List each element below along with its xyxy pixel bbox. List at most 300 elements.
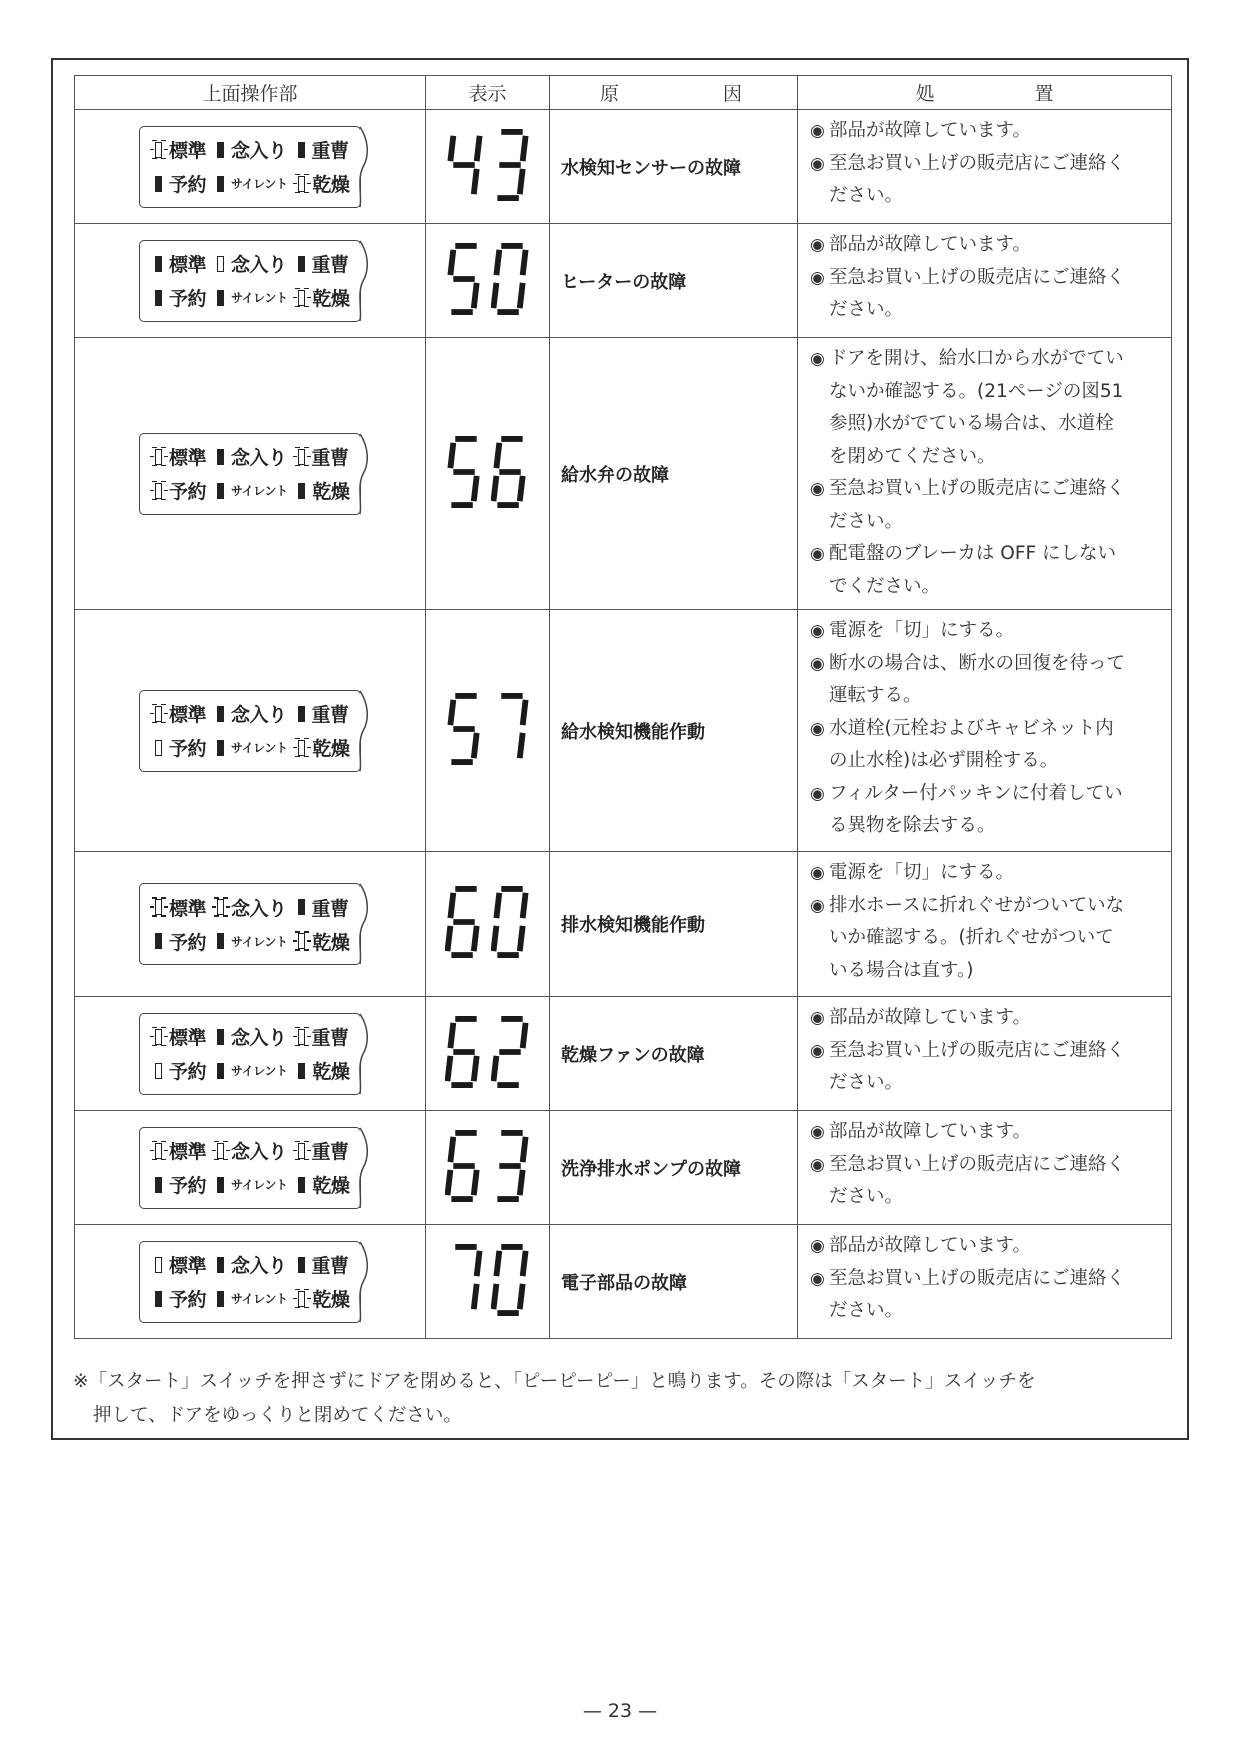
panel-indicator (212, 443, 287, 470)
panel-indicator (150, 284, 206, 311)
panel-row (150, 1054, 360, 1088)
panel-indicator-label: 乾燥 (312, 288, 350, 310)
error-code-display (426, 852, 550, 997)
error-cause: ヒーターの故障 (550, 224, 798, 338)
table-row (75, 338, 1172, 610)
panel-indicator (212, 1288, 287, 1310)
lamp-lit-icon (212, 287, 230, 309)
remedy-text (829, 538, 1116, 603)
panel-indicator (293, 1023, 349, 1050)
panel-indicator-label: 標準 (169, 1027, 207, 1049)
panel-indicator (293, 734, 349, 761)
control-panel-diagram (139, 883, 361, 965)
panel-row (150, 1134, 360, 1168)
segment-c (473, 1055, 476, 1080)
remedy-line: 部品が故障しています。 (829, 234, 1032, 255)
segment-c (519, 926, 522, 951)
header-remedy-char-1: 処 (915, 83, 935, 105)
control-panel-diagram (139, 433, 361, 515)
lamp-lit-icon (150, 287, 168, 309)
panel-indicator (212, 480, 287, 502)
segment-e (493, 1283, 496, 1308)
remedy-line: の止水栓)は必ず開栓する。 (829, 750, 1059, 771)
remedy-item (810, 229, 1163, 262)
control-panel-diagram (139, 1127, 361, 1209)
segment-digit (491, 692, 531, 766)
remedy-text (829, 148, 1125, 213)
panel-indicator (293, 443, 349, 470)
bullet-icon: ◉ (810, 1154, 825, 1175)
panel-indicator (293, 700, 349, 727)
panel-row (150, 924, 360, 958)
segment-c (473, 475, 476, 500)
panel-indicator (212, 250, 287, 277)
remedy-text (829, 343, 1124, 473)
segment-e (493, 1055, 496, 1080)
table-row (75, 997, 1172, 1111)
panel-indicator-label: 重曹 (311, 1141, 349, 1163)
control-panel-diagram (139, 126, 361, 208)
panel-indicator (150, 700, 206, 727)
panel-indicator (293, 477, 349, 504)
panel-indicator-label: 重曹 (311, 1255, 349, 1277)
error-code-display (426, 1225, 550, 1339)
segment-digit (445, 1015, 485, 1089)
table-row (75, 224, 1172, 338)
error-cause: 排水検知機能作動 (550, 852, 798, 997)
table-row (75, 1111, 1172, 1225)
segment-f (450, 442, 453, 467)
panel-indicator (212, 1174, 287, 1196)
lamp-blinking-icon (150, 1026, 168, 1048)
panel-indicator-label: 念入り (231, 1027, 287, 1049)
panel-indicator (212, 1251, 287, 1278)
panel-indicator (212, 1060, 287, 1082)
remedy-line: 部品が故障しています。 (829, 120, 1032, 141)
panel-indicator-label: 重曹 (311, 704, 349, 726)
panel-indicator (293, 1251, 349, 1278)
panel-torn-edge (358, 125, 372, 209)
remedy-cell (798, 997, 1172, 1111)
panel-row (150, 731, 360, 765)
panel-indicator (293, 1057, 349, 1084)
remedy-line: 部品が故障しています。 (829, 1235, 1032, 1256)
panel-indicator (293, 894, 349, 921)
lamp-unlit-icon (212, 253, 230, 275)
panel-torn-edge (358, 882, 372, 966)
remedy-line: ださい。 (829, 510, 904, 532)
panel-indicator (212, 930, 287, 952)
panel-indicator-label: サイレント (231, 1178, 288, 1192)
segment-f (496, 442, 499, 467)
lamp-lit-icon (150, 173, 168, 195)
lamp-lit-icon (212, 480, 230, 502)
segment-c (519, 1283, 522, 1308)
error-code-display (426, 338, 550, 610)
bullet-icon: ◉ (810, 267, 825, 288)
panel-indicator-label: 予約 (169, 481, 207, 503)
segment-c (473, 926, 476, 951)
lamp-blinking-icon (293, 1140, 311, 1162)
lamp-lit-icon (212, 139, 230, 161)
table-header-row (75, 76, 1172, 110)
panel-indicator (150, 894, 206, 921)
panel-torn-edge (358, 239, 372, 323)
control-panel-diagram (139, 1013, 361, 1095)
panel-row (150, 1282, 360, 1316)
segment-b (522, 699, 525, 724)
lamp-blinking-icon (150, 703, 168, 725)
lamp-lit-icon (293, 1060, 311, 1082)
table-row (75, 1225, 1172, 1339)
panel-indicator-label: 予約 (169, 931, 207, 954)
remedy-line: 排水ホースに折れぐせがついていな (829, 894, 1125, 916)
panel-indicator (150, 928, 206, 955)
remedy-text (829, 262, 1125, 327)
panel-row (150, 697, 360, 731)
remedy-line: ドアを開け、給水口から水がでてい (829, 348, 1124, 369)
segment-c (519, 475, 522, 500)
remedy-line: フィルター付パッキンに付着してい (829, 782, 1123, 804)
panel-cell (75, 1225, 426, 1339)
panel-indicator-label: 予約 (169, 738, 207, 760)
panel-indicator-label: 標準 (169, 447, 207, 469)
remedy-line: 電源を「切」にする。 (829, 862, 1015, 883)
error-code-display (426, 110, 550, 224)
panel-indicator-label: サイレント (231, 291, 288, 305)
remedy-line: ないか確認する。(21ページの図51 (829, 380, 1124, 402)
lamp-unlit-icon (150, 1254, 168, 1276)
panel-row (150, 890, 360, 924)
panel-indicator (293, 1137, 349, 1164)
error-cause: 洗浄排水ポンプの故障 (550, 1111, 798, 1225)
panel-indicator-label: 予約 (169, 1175, 207, 1197)
bullet-icon: ◉ (810, 349, 825, 369)
lamp-blinking-icon (293, 930, 311, 952)
remedy-line: 水道栓(元栓およびキャビネット内 (829, 717, 1114, 739)
lamp-blinking-icon (150, 446, 168, 468)
remedy-line: 電源を「切」にする。 (829, 620, 1015, 641)
remedy-item (810, 713, 1163, 778)
error-code-frame (51, 58, 1189, 1440)
panel-indicator (293, 170, 349, 197)
panel-indicator (212, 136, 287, 163)
remedy-line: る異物を除去する。 (829, 815, 996, 836)
remedy-line: を閉めてください。 (829, 445, 996, 467)
segment-f (450, 135, 453, 160)
bullet-icon: ◉ (810, 653, 825, 674)
panel-indicator-label: 乾燥 (312, 481, 350, 503)
remedy-line: ださい。 (829, 299, 904, 320)
lamp-blinking-icon (150, 1140, 168, 1162)
panel-indicator (150, 170, 206, 197)
panel-cell (75, 610, 426, 852)
lamp-lit-icon (150, 930, 168, 952)
segment-e (447, 926, 450, 951)
footnote-line-1: ※「スタート」スイッチを押さずにドアを閉めると、「ピーピーピー」と鳴ります。その際は「スタート」スイッチを (73, 1371, 1036, 1392)
panel-indicator-label: 標準 (169, 140, 207, 162)
remedy-text (829, 1116, 1031, 1149)
bullet-icon: ◉ (810, 783, 825, 804)
remedy-line: ださい。 (829, 1186, 904, 1207)
panel-indicator-label: サイレント (231, 1292, 288, 1306)
segment-digit (491, 1015, 531, 1089)
remedy-text (829, 229, 1031, 262)
error-cause: 乾燥ファンの故障 (550, 997, 798, 1111)
remedy-item (810, 778, 1163, 843)
remedy-line: 部品が故障しています。 (829, 1007, 1032, 1028)
panel-row (150, 440, 360, 474)
panel-indicator-label: 乾燥 (312, 174, 350, 196)
panel-indicator (212, 894, 287, 921)
remedy-line: ださい。 (829, 185, 904, 206)
remedy-cell (798, 1111, 1172, 1225)
panel-indicator (150, 1285, 206, 1312)
segment-digit (445, 885, 485, 959)
segment-f (496, 893, 499, 918)
remedy-item (810, 890, 1163, 988)
panel-indicator (150, 443, 206, 470)
panel-cell (75, 997, 426, 1111)
remedy-line: いか確認する。(折れぐせがついて (829, 927, 1114, 948)
bullet-icon: ◉ (810, 1122, 825, 1142)
remedy-cell (798, 610, 1172, 852)
segment-f (450, 893, 453, 918)
panel-indicator-label: 標準 (169, 1141, 207, 1163)
panel-indicator (293, 284, 349, 311)
segment-f (496, 1250, 499, 1275)
remedy-item (810, 473, 1163, 538)
remedy-text (829, 1002, 1031, 1035)
panel-torn-edge (358, 1240, 372, 1324)
panel-indicator-label: 予約 (169, 174, 207, 196)
error-cause: 給水弁の故障 (550, 338, 798, 610)
lamp-blinking-icon (150, 896, 168, 918)
panel-row (150, 281, 360, 315)
panel-torn-edge (358, 689, 372, 773)
bullet-icon: ◉ (810, 621, 825, 641)
panel-indicator-label: 重曹 (311, 140, 349, 162)
panel-indicator-label: サイレント (231, 1064, 288, 1078)
segment-digit (445, 242, 485, 316)
footnote (73, 1365, 1173, 1433)
lamp-blinking-icon (212, 896, 230, 918)
lamp-blinking-icon (150, 139, 168, 161)
panel-torn-edge (358, 1012, 372, 1096)
error-code-display (426, 224, 550, 338)
lamp-lit-icon (293, 253, 311, 275)
panel-indicator (212, 700, 287, 727)
panel-cell (75, 338, 426, 610)
lamp-lit-icon (212, 173, 230, 195)
remedy-text (829, 615, 1014, 648)
remedy-cell (798, 224, 1172, 338)
remedy-text (829, 778, 1123, 843)
header-cause-char-1: 原 (600, 83, 620, 105)
table-row (75, 610, 1172, 852)
panel-indicator (150, 477, 206, 504)
panel-cell (75, 1111, 426, 1225)
segment-c (519, 168, 522, 193)
panel-row (150, 474, 360, 508)
panel-row (150, 1020, 360, 1054)
panel-indicator (150, 1057, 206, 1084)
remedy-cell (798, 338, 1172, 610)
bullet-icon: ◉ (810, 544, 825, 564)
lamp-lit-icon (293, 139, 311, 161)
header-display: 表示 (426, 76, 550, 110)
panel-indicator (150, 734, 206, 761)
panel-indicator-label: 標準 (169, 704, 207, 726)
panel-indicator (293, 136, 349, 163)
lamp-unlit-icon (150, 737, 168, 759)
lamp-blinking-icon (293, 1288, 311, 1310)
header-cause (550, 76, 798, 110)
header-panel: 上面操作部 (75, 76, 426, 110)
control-panel-diagram (139, 690, 361, 772)
panel-indicator-label: 重曹 (311, 1027, 349, 1049)
panel-indicator-label: 予約 (169, 1061, 207, 1083)
segment-f (450, 1022, 453, 1047)
table-row (75, 852, 1172, 997)
segment-c (519, 1169, 522, 1194)
segment-f (450, 1136, 453, 1161)
panel-indicator (212, 1023, 287, 1050)
remedy-line: 至急お買い上げの販売店にご連絡く (829, 1153, 1126, 1175)
remedy-text (829, 713, 1114, 778)
segment-digit (445, 692, 485, 766)
segment-b (522, 893, 525, 918)
lamp-blinking-icon (293, 287, 311, 309)
segment-e (447, 1169, 450, 1194)
panel-indicator (212, 1137, 287, 1164)
bullet-icon: ◉ (810, 718, 825, 739)
segment-e (493, 475, 496, 500)
segment-digit (491, 435, 531, 509)
page-number: — 23 — (582, 1700, 658, 1722)
remedy-text (829, 473, 1125, 538)
panel-indicator (212, 173, 287, 195)
panel-indicator (150, 1137, 206, 1164)
panel-cell (75, 224, 426, 338)
remedy-item (810, 1116, 1163, 1149)
remedy-item (810, 148, 1163, 213)
panel-indicator (293, 250, 349, 277)
remedy-line: 至急お買い上げの販売店にご連絡く (829, 152, 1126, 174)
remedy-cell (798, 852, 1172, 997)
remedy-text (829, 1149, 1125, 1214)
panel-row (150, 1168, 360, 1202)
remedy-line: 参照)水がでている場合は、水道栓 (829, 413, 1114, 434)
remedy-line: 至急お買い上げの販売店にご連絡く (829, 1267, 1126, 1289)
remedy-text (829, 857, 1014, 890)
remedy-line: でください。 (829, 575, 941, 597)
segment-digit (445, 1129, 485, 1203)
remedy-item (810, 1263, 1163, 1328)
panel-indicator (212, 287, 287, 309)
panel-indicator-label: 乾燥 (312, 1175, 350, 1197)
lamp-blinking-icon (293, 1026, 311, 1048)
remedy-item (810, 1230, 1163, 1263)
bullet-icon: ◉ (810, 895, 825, 916)
lamp-lit-icon (212, 737, 230, 759)
panel-indicator-label: 念入り (231, 254, 287, 276)
lamp-lit-icon (212, 930, 230, 952)
panel-indicator-label: 重曹 (311, 254, 349, 276)
lamp-lit-icon (212, 1026, 230, 1048)
segment-b (476, 1250, 479, 1275)
segment-b (522, 1136, 525, 1161)
remedy-line: 運転する。 (829, 685, 922, 706)
panel-indicator-label: 念入り (231, 1141, 287, 1163)
lamp-lit-icon (212, 446, 230, 468)
panel-row (150, 167, 360, 201)
remedy-text (829, 648, 1125, 713)
panel-indicator (293, 928, 349, 955)
bullet-icon: ◉ (810, 1236, 825, 1256)
lamp-blinking-icon (293, 173, 311, 195)
segment-e (493, 926, 496, 951)
panel-indicator-label: 念入り (231, 704, 287, 726)
segment-c (473, 168, 476, 193)
header-remedy-char-2: 置 (1034, 83, 1054, 105)
panel-indicator (150, 136, 206, 163)
segment-digit (445, 128, 485, 202)
lamp-lit-icon (150, 253, 168, 275)
panel-indicator (150, 1023, 206, 1050)
lamp-lit-icon (150, 1288, 168, 1310)
panel-cell (75, 110, 426, 224)
error-cause: 給水検知機能作動 (550, 610, 798, 852)
lamp-lit-icon (212, 1060, 230, 1082)
lamp-blinking-icon (293, 446, 311, 468)
panel-indicator-label: 乾燥 (312, 738, 350, 760)
lamp-lit-icon (293, 703, 311, 725)
error-cause: 電子部品の故障 (550, 1225, 798, 1339)
segment-b (522, 1022, 525, 1047)
lamp-lit-icon (293, 896, 311, 918)
lamp-lit-icon (150, 1174, 168, 1196)
panel-indicator-label: 念入り (231, 140, 287, 162)
segment-c (473, 282, 476, 307)
lamp-lit-icon (293, 1254, 311, 1276)
remedy-item (810, 1002, 1163, 1035)
panel-indicator-label: 乾燥 (312, 1061, 350, 1083)
table-row (75, 110, 1172, 224)
remedy-item (810, 262, 1163, 327)
panel-indicator-label: 予約 (169, 288, 207, 310)
panel-indicator-label: 乾燥 (312, 1289, 350, 1311)
remedy-text (829, 1230, 1031, 1263)
error-code-table (74, 75, 1172, 1339)
remedy-cell (798, 1225, 1172, 1339)
panel-indicator (212, 737, 287, 759)
panel-cell (75, 852, 426, 997)
bullet-icon: ◉ (810, 1040, 825, 1061)
header-cause-char-2: 因 (722, 83, 742, 105)
panel-row (150, 247, 360, 281)
segment-digit (445, 435, 485, 509)
remedy-cell (798, 110, 1172, 224)
panel-indicator (150, 1171, 206, 1198)
remedy-item (810, 648, 1163, 713)
error-code-display (426, 997, 550, 1111)
bullet-icon: ◉ (810, 121, 825, 141)
segment-c (519, 282, 522, 307)
segment-e (447, 1055, 450, 1080)
segment-e (493, 282, 496, 307)
segment-c (473, 1169, 476, 1194)
